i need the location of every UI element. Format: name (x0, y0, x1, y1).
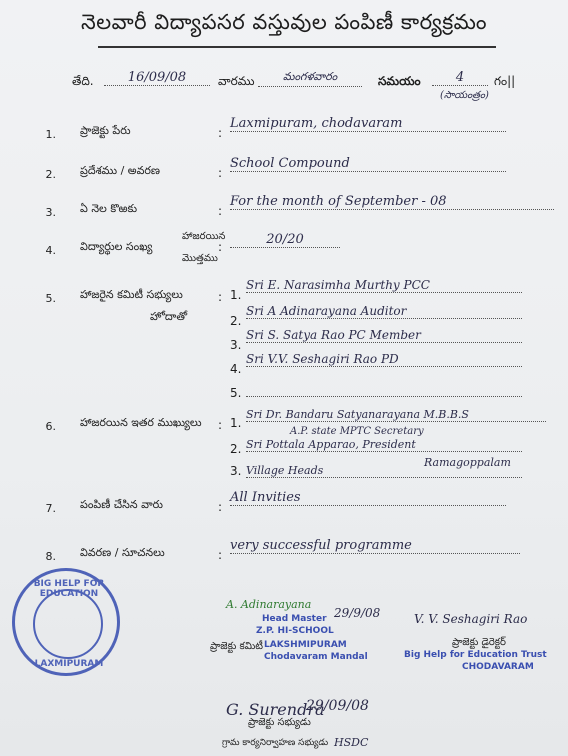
day-value: మంగళవారం (258, 70, 362, 87)
other-number: 2. (230, 442, 242, 456)
time-value: 4 (432, 70, 488, 86)
committee-number: 4. (230, 362, 242, 376)
other-member: Village Heads (246, 464, 522, 478)
other-member-detail: Ramagoppalam (424, 456, 511, 469)
colon: : (218, 290, 223, 304)
committee-blank-line (246, 396, 522, 397)
colon: : (218, 166, 223, 180)
item-number: 1. (45, 128, 56, 141)
item-value: Laxmipuram, chodavaram (230, 116, 506, 132)
left-stamp-line: Head Master (262, 614, 327, 624)
seal-text-top: BIG HELP FOR EDUCATION (33, 579, 105, 599)
other-member: Sri Pottala Apparao, President (246, 438, 522, 452)
left-signature-date: 29/9/08 (334, 606, 381, 620)
other-member: Sri Dr. Bandaru Satyanarayana M.B.B.S (246, 408, 546, 422)
left-stamp-line: Z.P. HI-SCHOOL (256, 626, 334, 636)
item-value: For the month of September - 08 (230, 194, 554, 210)
bottom-signature: G. Surendra (226, 700, 325, 719)
time-label: సమయం (378, 74, 421, 88)
committee-number: 1. (230, 288, 242, 302)
item-label-designation: హోదాతో (150, 310, 188, 323)
item-label-total: మొత్తము (182, 253, 218, 264)
date-value: 16/09/08 (104, 70, 210, 86)
colon: : (218, 240, 223, 254)
bottom-role-secondary: గ్రామ కార్యనిర్వాహణ సభ్యుడు (222, 738, 329, 748)
item-value: 20/20 (230, 232, 340, 248)
committee-number: 5. (230, 386, 242, 400)
item-number: 3. (45, 206, 56, 219)
right-stamp-line: Big Help for Education Trust (404, 650, 547, 660)
left-role: ప్రాజెక్టు కమిటీ (210, 641, 263, 652)
left-stamp-line: LAKSHMIPURAM (264, 640, 347, 650)
right-role: ప్రాజెక్టు డైరెక్టర్ (452, 637, 506, 648)
item-label: హాజరయిన ఇతర ముఖ్యులు (80, 416, 202, 429)
committee-member: Sri V.V. Seshagiri Rao PD (246, 352, 522, 367)
colon: : (218, 418, 223, 432)
item-label: పంపిణీ చేసిన వారు (80, 498, 163, 511)
colon: : (218, 500, 223, 514)
time-note: (సాయంత్రం) (440, 90, 489, 101)
item-value: School Compound (230, 156, 506, 172)
item-number: 4. (45, 244, 56, 257)
other-number: 1. (230, 416, 242, 430)
seal-text-bottom: LAXMIPURAM (34, 659, 104, 669)
item-number: 7. (45, 502, 56, 515)
item-number: 8. (45, 550, 56, 563)
bottom-signature-date: 29/09/08 (306, 698, 369, 714)
other-member-detail: A.P. state MPTC Secretary (290, 426, 424, 437)
item-label: ప్రాజెక్టు పేరు (80, 124, 131, 137)
colon: : (218, 126, 223, 140)
day-label: వారము (218, 74, 255, 88)
right-signature: V. V. Seshagiri Rao (414, 612, 528, 626)
item-label: హాజరైన కమిటీ సభ్యులు (80, 288, 183, 301)
date-label: తేది. (72, 74, 94, 88)
bottom-note: HSDC (334, 736, 369, 749)
item-label: ఏ నెల కొఱకు (80, 202, 138, 215)
bottom-role: ప్రాజెక్టు సభ్యుడు (248, 717, 311, 728)
item-label-attended: హాజరయిన (182, 231, 226, 242)
org-seal (12, 568, 120, 676)
right-stamp-line: CHODAVARAM (462, 662, 534, 672)
left-signature: A. Adinarayana (226, 598, 312, 611)
committee-member: Sri S. Satya Rao PC Member (246, 328, 522, 343)
title-underline (98, 46, 496, 48)
committee-member: Sri A Adinarayana Auditor (246, 304, 522, 319)
time-suffix: గం|| (494, 74, 516, 88)
item-number: 5. (45, 292, 56, 305)
item-number: 6. (45, 420, 56, 433)
seal-inner-ring (33, 589, 103, 659)
committee-number: 3. (230, 338, 242, 352)
item-label: వివరణ / సూచనలు (80, 546, 165, 559)
colon: : (218, 204, 223, 218)
left-stamp-line: Chodavaram Mandal (264, 652, 368, 662)
item-label: విద్యార్థుల సంఖ్య (80, 240, 153, 253)
committee-member: Sri E. Narasimha Murthy PCC (246, 278, 522, 293)
form-title: నెలవారీ విద్యాపసర వస్తువుల పంపిణీ కార్యక్రమం (80, 10, 488, 34)
committee-number: 2. (230, 314, 242, 328)
colon: : (218, 548, 223, 562)
other-number: 3. (230, 464, 242, 478)
item-number: 2. (45, 168, 56, 181)
item-value: All Invities (230, 490, 506, 506)
item-value: very successful programme (230, 538, 520, 554)
item-label: ప్రదేశము / అవరణ (80, 164, 161, 177)
